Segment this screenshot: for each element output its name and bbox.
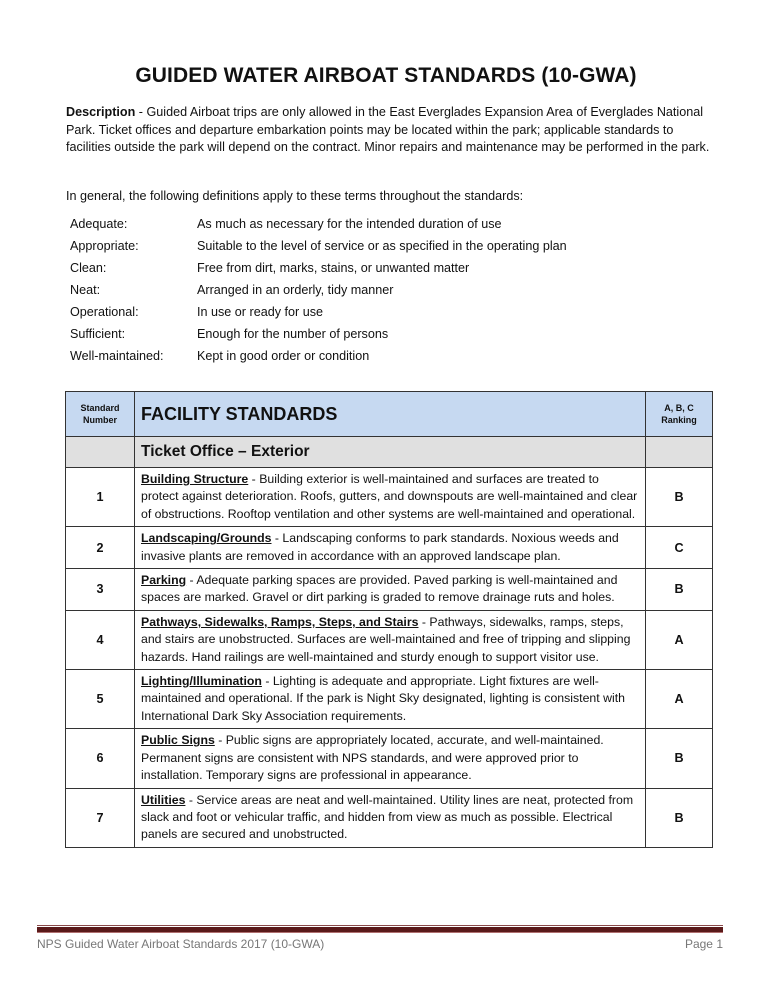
standard-number-header: Standard Number	[66, 392, 135, 437]
standard-rank: A	[646, 610, 713, 669]
footer-divider-thin	[37, 925, 723, 926]
description-paragraph	[66, 104, 716, 157]
table-row	[66, 569, 713, 611]
definitions-intro: In general, the following definitions apply to these terms throughout the standards:	[66, 189, 524, 203]
standard-title: Parking	[141, 573, 187, 588]
footer-document-title: NPS Guided Water Airboat Standards 2017 (10-GWA)	[37, 937, 325, 951]
standard-rank: C	[646, 527, 713, 569]
definition-row	[70, 213, 567, 235]
standard-title: Building Structure	[141, 472, 249, 486]
standard-number: 4	[66, 610, 135, 669]
standard-rank: A	[646, 670, 713, 729]
section-number-cell	[66, 437, 135, 468]
definition-term: Appropriate:	[70, 239, 139, 253]
table-row	[66, 729, 713, 788]
definition-meaning: Enough for the number of persons	[197, 327, 389, 341]
definition-term: Sufficient:	[70, 327, 126, 341]
definition-meaning: In use or ready for use	[197, 305, 324, 319]
standard-rank: B	[646, 569, 713, 611]
standard-title: Public Signs	[141, 733, 215, 748]
standard-text	[135, 610, 646, 669]
standard-number: 1	[66, 468, 135, 527]
definition-term: Adequate:	[70, 217, 128, 231]
standard-description: - Lighting is adequate and appropriate. Light fixtures are well-maintained and operational. If the park is Night Sky designated, lighting is consistent with International Dark Sky Association requirements.	[141, 674, 625, 723]
facility-standards-table	[65, 391, 713, 848]
standard-title: Lighting/Illumination	[141, 674, 262, 689]
definition-meaning: Kept in good order or condition	[197, 349, 370, 363]
standard-text	[135, 569, 646, 611]
definition-term: Clean:	[70, 261, 107, 275]
standard-description: - Pathways, sidewalks, ramps, steps, and stairs are unobstructed. Surfaces are well-maintained and free of tripping and slipping hazards. Hand railings are well-maintained and sturdy enough to support visitor use.	[141, 614, 631, 664]
standard-text	[135, 788, 646, 847]
description-text: - Guided Airboat trips are only allowed in the East Everglades Expansion Area of Everglades National Park. Ticket offices and departure embarkation points may be located within the park; applicable standards to facilities outside the park will depend on the contract. Minor repairs and maintenance may be performed in the park.	[66, 105, 710, 154]
table-row	[66, 610, 713, 669]
description-label: Description	[66, 105, 136, 119]
standard-text	[135, 468, 646, 527]
standard-description: - Service areas are neat and well-maintained. Utility lines are neat, protected from slack and foot or vehicular traffic, and hidden from view as much as possible. Electrical panels are secured and unobstructed.	[141, 792, 634, 842]
definition-row	[70, 279, 567, 301]
standard-rank: B	[646, 468, 713, 527]
standard-rank: B	[646, 788, 713, 847]
table-header-row	[66, 392, 713, 437]
standard-title: Pathways, Sidewalks, Ramps, Steps, and Stairs	[141, 614, 419, 629]
ranking-header: A, B, C Ranking	[646, 392, 713, 437]
standard-description: - Landscaping conforms to park standards. Noxious weeds and invasive plants are removed in accordance with an approved landscape plan.	[141, 531, 619, 563]
definition-row	[70, 323, 567, 345]
facility-standards-title: FACILITY STANDARDS	[135, 392, 646, 437]
standard-number: 3	[66, 569, 135, 611]
standard-description: - Public signs are appropriately located, accurate, and well-maintained. Permanent signs are consistent with NPS standards, and were approved prior to installation. Temporary signs are professional in appearance.	[141, 733, 604, 783]
definition-meaning: Arranged in an orderly, tidy manner	[197, 283, 394, 297]
page-title: GUIDED WATER AIRBOAT STANDARDS (10-GWA)	[135, 64, 637, 87]
standard-title: Utilities	[141, 792, 186, 807]
section-title: Ticket Office – Exterior	[135, 437, 646, 468]
definition-meaning: As much as necessary for the intended duration of use	[197, 217, 502, 231]
standard-text	[135, 729, 646, 788]
standard-text	[135, 670, 646, 729]
standard-number: 7	[66, 788, 135, 847]
table-row	[66, 527, 713, 569]
definition-term: Neat:	[70, 283, 101, 297]
definition-term: Operational:	[70, 305, 139, 319]
definition-term: Well-maintained:	[70, 349, 164, 363]
standard-number: 6	[66, 729, 135, 788]
table-row	[66, 670, 713, 729]
standard-rank: B	[646, 729, 713, 788]
section-row	[66, 437, 713, 468]
definition-row	[70, 301, 567, 323]
standard-text	[135, 527, 646, 569]
standard-description: - Building exterior is well-maintained and surfaces are treated to protect against deterioration. Roofs, gutters, and downspouts are well-maintained and clear of obstructions. Rooftop ventilation and other systems are well-maintained and operational.	[141, 472, 638, 521]
standard-description: - Adequate parking spaces are provided. Paved parking is well-maintained and spaces are marked. Gravel or dirt parking is graded to remove drainage ruts and holes.	[141, 573, 618, 605]
definition-meaning: Suitable to the level of service or as specified in the operating plan	[197, 239, 567, 253]
standard-number: 5	[66, 670, 135, 729]
table-row	[66, 788, 713, 847]
definition-meaning: Free from dirt, marks, stains, or unwanted matter	[197, 261, 470, 275]
footer-page-number: Page 1	[684, 937, 723, 951]
standard-number: 2	[66, 527, 135, 569]
definitions-list	[70, 213, 567, 367]
definition-row	[70, 345, 567, 367]
definition-row	[70, 257, 567, 279]
section-rank-cell	[646, 437, 713, 468]
definition-row	[70, 235, 567, 257]
standard-title: Landscaping/Grounds	[141, 531, 272, 546]
footer-divider	[37, 927, 723, 933]
table-row	[66, 468, 713, 527]
